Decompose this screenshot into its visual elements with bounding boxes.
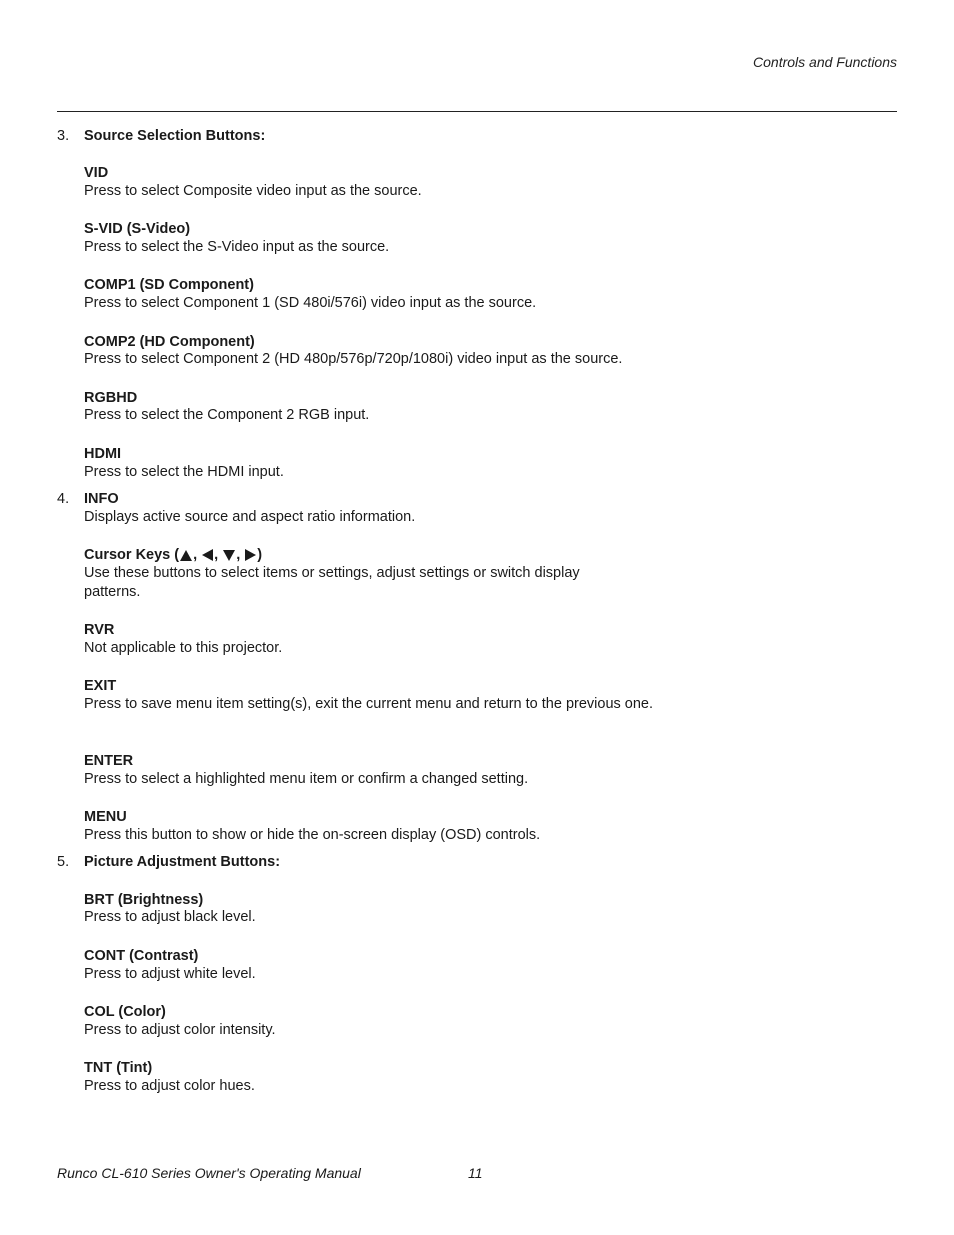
info-desc: Displays active source and aspect ratio information.	[84, 509, 416, 525]
cursor-keys-sep-3: ,	[236, 547, 245, 563]
cursor-keys-desc: Use these buttons to select items or settings, adjust settings or switch display patterns.	[84, 565, 580, 600]
section-title: Controls and Functions	[753, 54, 897, 70]
enter-heading: ENTER	[84, 753, 134, 769]
manual-title: Runco CL-610 Series Owner's Operating Manual	[57, 1165, 361, 1181]
brt-heading: BRT (Brightness)	[84, 892, 204, 908]
triangle-down-icon	[223, 550, 235, 561]
item-number-4: 4.	[57, 491, 70, 507]
cont-heading: CONT (Contrast)	[84, 948, 199, 964]
cursor-keys-heading	[84, 546, 262, 564]
comp1-desc: Press to select Component 1 (SD 480i/576i) video input as the source.	[84, 295, 537, 311]
comp2-heading: COMP2 (HD Component)	[84, 334, 255, 350]
vid-heading: VID	[84, 165, 109, 181]
svid-desc: Press to select the S-Video input as the source.	[84, 239, 390, 255]
col-desc: Press to adjust color intensity.	[84, 1022, 276, 1038]
menu-desc: Press this button to show or hide the on-screen display (OSD) controls.	[84, 827, 541, 843]
cursor-keys-label: Cursor Keys (	[84, 547, 180, 563]
brt-desc: Press to adjust black level.	[84, 909, 256, 925]
triangle-right-icon	[245, 549, 256, 561]
exit-desc: Press to save menu item setting(s), exit the current menu and return to the previous one.	[84, 696, 654, 712]
cont-desc: Press to adjust white level.	[84, 966, 256, 982]
cursor-keys-sep-1: ,	[193, 547, 202, 563]
triangle-left-icon	[202, 549, 213, 561]
enter-desc: Press to select a highlighted menu item or confirm a changed setting.	[84, 771, 529, 787]
menu-heading: MENU	[84, 809, 127, 825]
page-number: 11	[468, 1165, 483, 1181]
cursor-keys-sep-2: ,	[214, 547, 223, 563]
comp1-heading: COMP1 (SD Component)	[84, 277, 254, 293]
rvr-heading: RVR	[84, 622, 115, 638]
item-title-picture-adjustment: Picture Adjustment Buttons:	[84, 854, 281, 870]
header-divider	[57, 111, 897, 112]
item-number-5: 5.	[57, 854, 70, 870]
rgbhd-heading: RGBHD	[84, 390, 138, 406]
hdmi-desc: Press to select the HDMI input.	[84, 464, 284, 480]
col-heading: COL (Color)	[84, 1004, 166, 1020]
rvr-desc: Not applicable to this projector.	[84, 640, 283, 656]
info-heading: INFO	[84, 491, 119, 507]
comp2-desc: Press to select Component 2 (HD 480p/576p/720p/1080i) video input as the source.	[84, 351, 623, 367]
exit-heading: EXIT	[84, 678, 117, 694]
svid-heading: S-VID (S-Video)	[84, 221, 191, 237]
hdmi-heading: HDMI	[84, 446, 122, 462]
item-number-3: 3.	[57, 128, 70, 144]
cursor-keys-suffix: )	[257, 547, 263, 563]
vid-desc: Press to select Composite video input as the source.	[84, 183, 422, 199]
rgbhd-desc: Press to select the Component 2 RGB input.	[84, 407, 370, 423]
tnt-heading: TNT (Tint)	[84, 1060, 153, 1076]
item-title-source-selection: Source Selection Buttons:	[84, 128, 266, 144]
tnt-desc: Press to adjust color hues.	[84, 1078, 255, 1094]
triangle-up-icon	[180, 550, 192, 561]
